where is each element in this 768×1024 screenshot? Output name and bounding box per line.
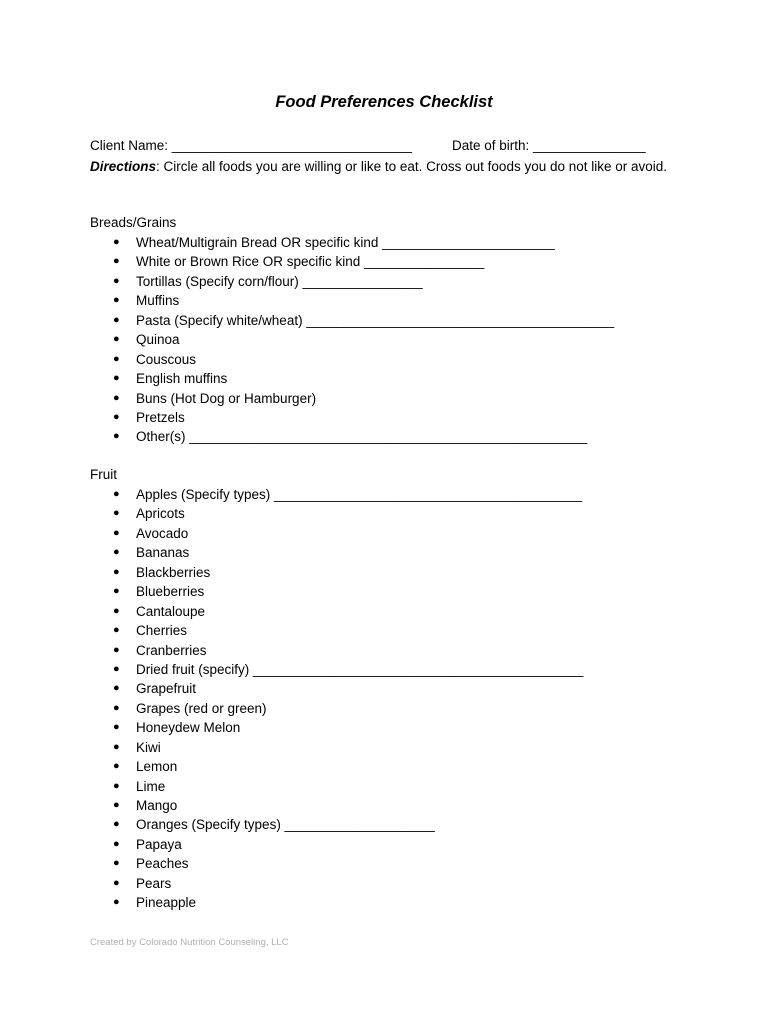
list-item-text: Avocado: [136, 525, 189, 541]
client-info-row: [90, 138, 690, 153]
section-heading-breads-grains: Breads/Grains: [90, 215, 177, 230]
list-item-text: Quinoa: [136, 332, 180, 348]
list-item-text: English muffins: [136, 371, 228, 387]
list-item-text: Dried fruit (specify) ____________________________________________: [136, 661, 584, 677]
list-item-text: Bananas: [136, 545, 190, 561]
directions-text: : Circle all foods you are willing or like to eat. Cross out foods you do not like or avoid.: [156, 159, 668, 174]
list-item: [110, 272, 614, 291]
bullet-icon: ●: [113, 818, 120, 831]
list-item: [110, 641, 583, 660]
list-item: [110, 796, 583, 815]
list-item-text: Mango: [136, 798, 178, 813]
list-item-text: Buns (Hot Dog or Hamburger): [136, 390, 317, 406]
list-item: [110, 835, 583, 854]
page-title: Food Preferences Checklist: [275, 93, 493, 111]
list-item: [110, 504, 583, 523]
list-item-text: Pretzels: [136, 409, 185, 425]
list-item-text: Oranges (Specify types) ____________________: [136, 817, 435, 833]
bullet-icon: ●: [113, 896, 120, 909]
breads-grains-list: [110, 233, 614, 447]
list-item-text: Cantaloupe: [136, 603, 206, 619]
bullet-icon: ●: [113, 526, 120, 539]
list-item: [110, 369, 614, 388]
directions-paragraph: [90, 157, 670, 177]
list-item-text: Honeydew Melon: [136, 720, 241, 736]
bullet-icon: ●: [113, 372, 120, 385]
list-item-text: Grapes (red or green): [136, 700, 267, 716]
list-item-text: Lime: [136, 778, 166, 794]
list-item: [110, 291, 614, 310]
bullet-icon: ●: [113, 643, 120, 656]
list-item: [110, 427, 614, 446]
bullet-icon: ●: [113, 740, 120, 753]
list-item: [110, 718, 583, 737]
list-item-text: Pears: [136, 875, 172, 891]
bullet-icon: ●: [113, 546, 120, 559]
bullet-icon: ●: [113, 430, 120, 443]
bullet-icon: ●: [113, 274, 120, 287]
list-item-text: Apricots: [136, 506, 185, 522]
list-item: [110, 582, 583, 601]
bullet-icon: ●: [113, 236, 120, 248]
footer-credit: Created by Colorado Nutrition Counseling, LLC: [90, 937, 289, 948]
list-item: [110, 621, 583, 640]
bullet-icon: ●: [113, 410, 120, 423]
list-item-text: Pasta (Specify white/wheat) _________________________________________: [136, 312, 615, 328]
bullet-icon: ●: [113, 624, 120, 637]
list-item-text: Cherries: [136, 623, 188, 639]
list-item-text: Grapefruit: [136, 681, 197, 697]
list-item-text: Other(s) _____________________________________________________: [136, 429, 588, 445]
list-item: [110, 350, 614, 369]
date-of-birth-field: Date of birth: _______________: [452, 138, 646, 153]
bullet-icon: ●: [113, 565, 120, 578]
list-item-text: Peaches: [136, 856, 189, 872]
list-item-text: Apples (Specify types) _________________________________________: [136, 487, 582, 502]
list-item-text: Lemon: [136, 759, 178, 775]
client-name-field: Client Name: ________________________________: [90, 138, 413, 153]
list-item: [110, 311, 614, 330]
list-item: [110, 389, 614, 408]
section-heading-fruit: Fruit: [90, 467, 117, 482]
list-item-text: Papaya: [136, 836, 182, 852]
bullet-icon: ●: [113, 352, 120, 365]
directions-label: Directions: [90, 159, 157, 174]
list-item: [110, 854, 583, 873]
list-item-text: Blackberries: [136, 564, 211, 580]
bullet-icon: ●: [113, 721, 120, 734]
list-item-text: Blueberries: [136, 584, 205, 600]
list-item-text: Couscous: [136, 351, 197, 367]
bullet-icon: ●: [113, 662, 120, 675]
list-item: [110, 524, 583, 543]
bullet-icon: ●: [113, 255, 120, 268]
bullet-icon: ●: [113, 760, 120, 773]
list-item-text: White or Brown Rice OR specific kind ________________: [136, 254, 485, 270]
list-item: [110, 602, 583, 621]
bullet-icon: ●: [113, 391, 120, 404]
bullet-icon: ●: [113, 488, 120, 500]
list-item: [110, 660, 583, 679]
list-item-text: Kiwi: [136, 739, 161, 755]
list-item-text: Pineapple: [136, 895, 197, 911]
list-item-text: Muffins: [136, 293, 180, 309]
list-item: [110, 893, 583, 912]
bullet-icon: ●: [113, 837, 120, 850]
list-item: [110, 679, 583, 698]
list-item-text: Tortillas (Specify corn/flour) ________________: [136, 273, 423, 289]
list-item: [110, 233, 614, 252]
list-item: [110, 874, 583, 893]
bullet-icon: ●: [113, 799, 120, 811]
bullet-icon: ●: [113, 857, 120, 870]
list-item: [110, 408, 614, 427]
bullet-icon: ●: [113, 507, 120, 520]
list-item: [110, 485, 583, 504]
list-item: [110, 777, 583, 796]
list-item: [110, 543, 583, 562]
bullet-icon: ●: [113, 585, 120, 598]
bullet-icon: ●: [113, 876, 120, 889]
bullet-icon: ●: [113, 779, 120, 792]
bullet-icon: ●: [113, 294, 120, 307]
list-item: [110, 738, 583, 757]
bullet-icon: ●: [113, 313, 120, 326]
list-item: [110, 330, 614, 349]
list-item-text: Cranberries: [136, 642, 207, 658]
list-item-text: Wheat/Multigrain Bread OR specific kind _______________________: [136, 235, 555, 250]
list-item: [110, 699, 583, 718]
list-item: [110, 563, 583, 582]
bullet-icon: ●: [113, 333, 120, 346]
bullet-icon: ●: [113, 682, 120, 695]
list-item: [110, 757, 583, 776]
bullet-icon: ●: [113, 701, 120, 714]
fruit-list: [110, 485, 583, 913]
list-item: [110, 815, 583, 834]
bullet-icon: ●: [113, 604, 120, 617]
list-item: [110, 252, 614, 271]
